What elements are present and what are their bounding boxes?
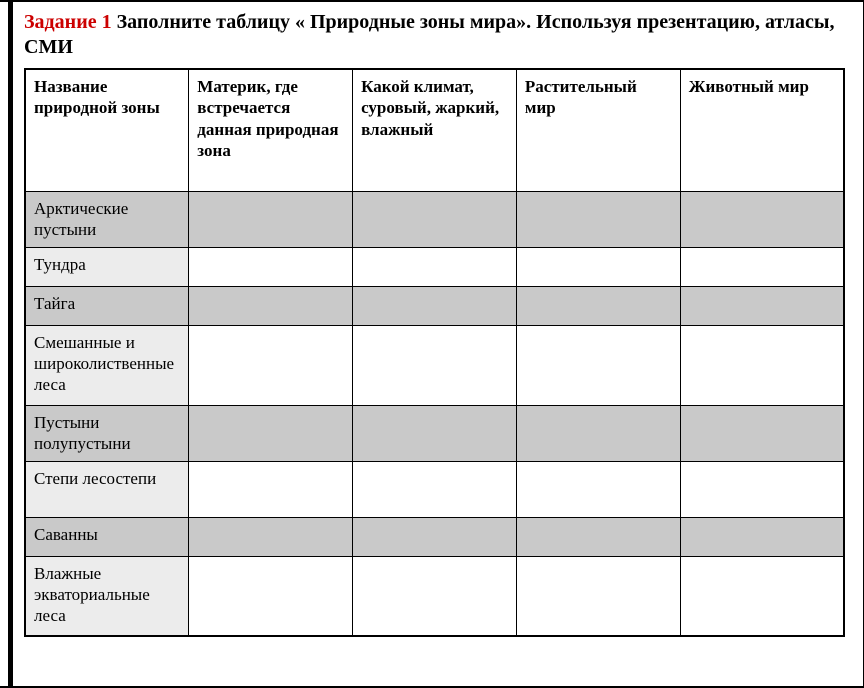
empty-cell [353, 325, 517, 405]
empty-cell [189, 461, 353, 517]
row-label: Смешанные и широколиственные леса [25, 325, 189, 405]
empty-cell [516, 286, 680, 325]
empty-cell [680, 325, 844, 405]
row-label: Степи лесостепи [25, 461, 189, 517]
column-header-fauna: Животный мир [680, 69, 844, 191]
empty-cell [189, 517, 353, 556]
empty-cell [516, 517, 680, 556]
table-row [25, 556, 844, 636]
title-text: Заполните таблицу « Природные зоны мира». Используя презентацию, атласы, СМИ [24, 11, 835, 58]
empty-cell [189, 325, 353, 405]
empty-cell [353, 461, 517, 517]
empty-cell [516, 405, 680, 461]
empty-cell [516, 556, 680, 636]
empty-cell [680, 247, 844, 286]
column-header-climate: Какой климат, суровый, жаркий, влажный [353, 69, 517, 191]
column-header-continent: Материк, где встречается данная природная зона [189, 69, 353, 191]
column-header-flora: Растительный мир [516, 69, 680, 191]
empty-cell [189, 286, 353, 325]
empty-cell [189, 405, 353, 461]
empty-cell [516, 247, 680, 286]
row-label: Пустыни полупустыни [25, 405, 189, 461]
table-row [25, 461, 844, 517]
row-label: Арктические пустыни [25, 191, 189, 247]
empty-cell [353, 517, 517, 556]
natural-zones-table [24, 68, 845, 637]
empty-cell [353, 191, 517, 247]
empty-cell [353, 247, 517, 286]
left-margin-rule [8, 2, 13, 686]
empty-cell [189, 556, 353, 636]
empty-cell [353, 556, 517, 636]
table-row [25, 191, 844, 247]
empty-cell [516, 191, 680, 247]
document-content [24, 8, 846, 637]
empty-cell [353, 286, 517, 325]
row-label: Саванны [25, 517, 189, 556]
empty-cell [680, 517, 844, 556]
row-label: Тайга [25, 286, 189, 325]
table-row [25, 405, 844, 461]
row-label: Влажные экваториальные леса [25, 556, 189, 636]
table-row [25, 517, 844, 556]
empty-cell [516, 461, 680, 517]
table-row [25, 325, 844, 405]
empty-cell [680, 405, 844, 461]
empty-cell [189, 191, 353, 247]
empty-cell [189, 247, 353, 286]
empty-cell [680, 461, 844, 517]
empty-cell [680, 191, 844, 247]
empty-cell [680, 286, 844, 325]
empty-cell [680, 556, 844, 636]
header-row [25, 69, 844, 191]
empty-cell [516, 325, 680, 405]
table-row [25, 286, 844, 325]
table-row [25, 247, 844, 286]
empty-cell [353, 405, 517, 461]
row-label: Тундра [25, 247, 189, 286]
column-header-zone-name: Название природной зоны [25, 69, 189, 191]
task-number-label: Задание 1 [24, 11, 112, 33]
page-title [24, 10, 836, 60]
